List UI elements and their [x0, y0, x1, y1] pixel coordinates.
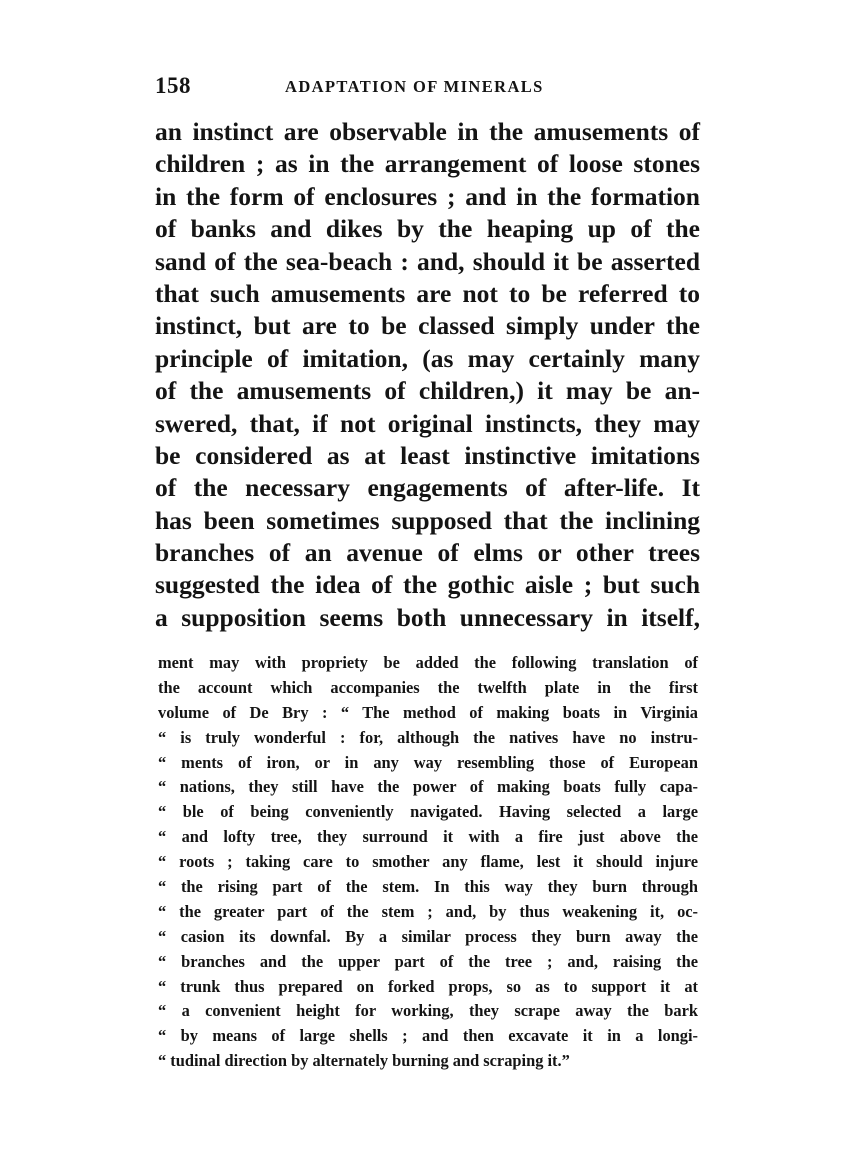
- main-text-line: swered, that, if not original instincts, they may: [155, 408, 700, 438]
- main-text-line: that such amusements are not to be referred to: [155, 278, 700, 308]
- footnote-line: “ roots ; taking care to smother any flame, lest it should injure: [158, 852, 698, 872]
- main-text-line: branches of an avenue of elms or other trees: [155, 538, 700, 568]
- footnote-line: “ is truly wonderful : for, although the natives have no instru-: [158, 727, 698, 747]
- footnote-block: [158, 651, 698, 1074]
- footnote-line: “ casion its downfal. By a similar process they burn away the: [158, 926, 698, 946]
- main-text-line: in the form of enclosures ; and in the formation: [155, 181, 700, 211]
- main-text-line: principle of imitation, (as may certainly many: [155, 343, 700, 373]
- main-text-line: of the necessary engagements of after-life. It: [155, 473, 700, 503]
- footnote-line: “ the greater part of the stem ; and, by thus weakening it, oc-: [158, 901, 698, 921]
- footnote-line: “ trunk thus prepared on forked props, so as to support it at: [158, 976, 698, 996]
- main-text-line: instinct, but are to be classed simply under the: [155, 311, 700, 341]
- main-text-block: [155, 116, 700, 634]
- footnote-line: ment may with propriety be added the following translation of: [158, 653, 698, 672]
- running-head: ADAPTATION OF MINERALS: [285, 77, 544, 96]
- footnote-line: “ branches and the upper part of the tree ; and, raising the: [158, 951, 698, 971]
- footnote-line: “ the rising part of the stem. In this way they burn through: [158, 877, 698, 897]
- main-text-line: be considered as at least instinctive imitations: [155, 440, 700, 470]
- footnote-line: “ ble of being conveniently navigated. Having selected a large: [158, 802, 698, 822]
- main-text-line: an instinct are observable in the amusements of: [155, 117, 700, 146]
- main-text-line: of banks and dikes by the heaping up of the: [155, 214, 700, 244]
- main-text-line: of the amusements of children,) it may be an-: [155, 376, 700, 406]
- footnote-line: “ tudinal direction by alternately burning and scraping it.”: [158, 1051, 570, 1071]
- footnote-line: “ ments of iron, or in any way resembling those of European: [158, 752, 698, 772]
- footnote-line: “ by means of large shells ; and then excavate it in a longi-: [158, 1026, 698, 1046]
- main-text-line: children ; as in the arrangement of loose stones: [155, 149, 700, 179]
- main-text-line: suggested the idea of the gothic aisle ; but such: [155, 570, 700, 600]
- main-text-line: sand of the sea-beach : and, should it be asserted: [155, 246, 700, 276]
- footnote-line: “ a convenient height for working, they scrape away the bark: [158, 1001, 698, 1021]
- page-number: 158: [155, 73, 191, 98]
- footnote-line: “ nations, they still have the power of making boats fully capa-: [158, 777, 698, 797]
- main-text-line: a supposition seems both unnecessary in itself,: [155, 602, 700, 632]
- footnote-line: the account which accompanies the twelfth plate in the first: [158, 677, 698, 697]
- main-text-line: has been sometimes supposed that the inclining: [155, 505, 700, 535]
- footnote-line: “ and lofty tree, they surround it with a fire just above the: [158, 827, 698, 847]
- page-header: [155, 73, 700, 99]
- footnote-line: volume of De Bry : “ The method of making boats in Virginia: [158, 702, 698, 722]
